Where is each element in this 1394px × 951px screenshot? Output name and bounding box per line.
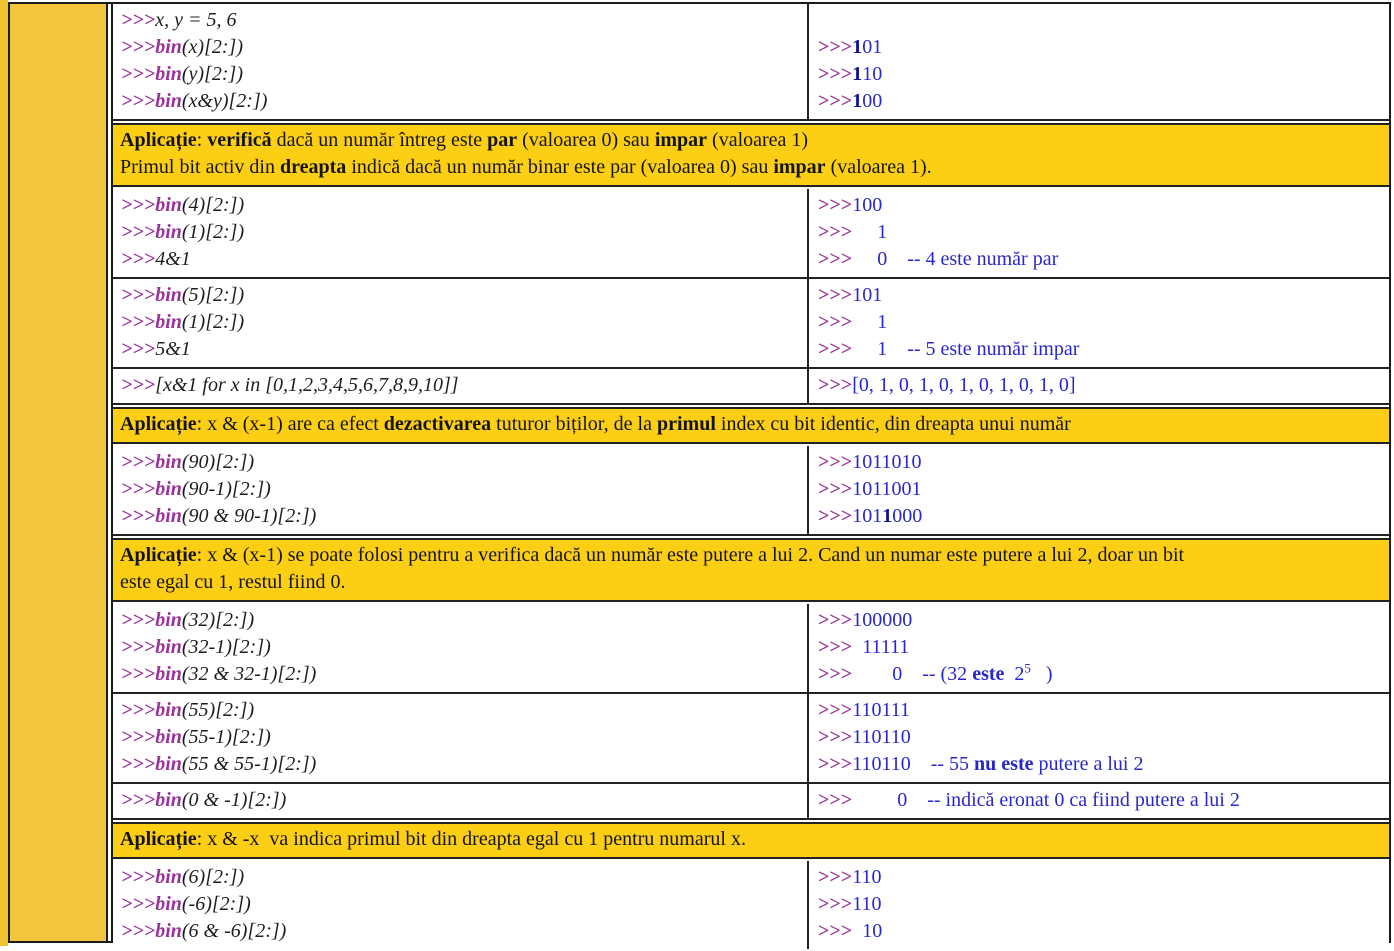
text-segment: 110 xyxy=(852,866,882,888)
prompt-symbol: >>> xyxy=(818,338,853,360)
text-segment: bin xyxy=(155,663,182,685)
code-line xyxy=(121,787,801,814)
text-segment: (55-1)[2:]) xyxy=(181,726,271,748)
code-line xyxy=(121,309,801,336)
output-line xyxy=(818,607,1383,634)
table-main xyxy=(111,4,1389,941)
prompt-symbol: >>> xyxy=(121,284,156,306)
output-line xyxy=(818,724,1383,751)
text-segment: Aplicație xyxy=(120,828,197,850)
text-segment: Aplicație xyxy=(120,129,197,151)
code-cell xyxy=(113,279,807,367)
output-line xyxy=(818,787,1383,814)
prompt-symbol: >>> xyxy=(121,36,156,58)
text-segment: nu este xyxy=(974,753,1034,775)
prompt-symbol: >>> xyxy=(818,90,853,112)
text-segment: (32)[2:]) xyxy=(181,609,255,631)
code-line xyxy=(121,891,801,918)
text-segment: : x & -x va indica primul bit din dreapta egal cu 1 pentru numarul x. xyxy=(196,828,746,850)
output-line xyxy=(818,219,1383,246)
output-line xyxy=(818,751,1383,778)
text-segment: 1 xyxy=(852,311,888,333)
prompt-symbol: >>> xyxy=(818,866,853,888)
prompt-symbol: >>> xyxy=(818,609,853,631)
banner-row xyxy=(113,407,1389,444)
text-segment: (55)[2:]) xyxy=(181,699,255,721)
text-segment: (valoarea 1) xyxy=(707,129,809,151)
text-segment: bin xyxy=(155,893,182,915)
text-segment: x, y = 5, 6 xyxy=(155,9,237,31)
output-line xyxy=(818,449,1383,476)
output-line xyxy=(818,246,1383,273)
text-segment: 110111 xyxy=(852,699,910,721)
prompt-symbol: >>> xyxy=(818,248,853,270)
prompt-symbol: >>> xyxy=(818,505,853,527)
output-line xyxy=(818,864,1383,891)
text-segment: bin xyxy=(155,311,182,333)
text-segment: (32 & 32-1)[2:]) xyxy=(181,663,317,685)
output-line xyxy=(818,891,1383,918)
output-line xyxy=(818,503,1383,530)
text-segment: dezactivarea xyxy=(383,413,492,435)
text-segment: bin xyxy=(155,505,182,527)
text-segment: Aplicație xyxy=(120,544,197,566)
banner-row xyxy=(113,123,1389,187)
prompt-symbol: >>> xyxy=(818,63,853,85)
text-segment: 00 xyxy=(862,90,883,112)
code-cell xyxy=(113,604,807,692)
text-segment: indică dacă un număr binar este par (valoarea 0) sau xyxy=(346,156,774,178)
prompt-symbol: >>> xyxy=(818,374,853,396)
text-segment: (6)[2:]) xyxy=(181,866,245,888)
output-line xyxy=(818,476,1383,503)
output-line xyxy=(818,372,1383,399)
prompt-symbol: >>> xyxy=(818,699,853,721)
text-segment: 1 xyxy=(852,36,863,58)
text-segment: 110110 -- 55 xyxy=(852,753,975,775)
prompt-symbol: >>> xyxy=(121,866,156,888)
text-segment: bin xyxy=(155,478,182,500)
table-row xyxy=(113,784,1389,820)
text-segment: : x & (x-1) se poate folosi pentru a verifica dacă un număr este putere a lui 2. Cand un numar este putere a lui 2, doar un bit xyxy=(196,544,1185,566)
code-line xyxy=(121,449,801,476)
text-segment: (4)[2:]) xyxy=(181,194,245,216)
prompt-symbol: >>> xyxy=(121,338,156,360)
text-segment: (y)[2:]) xyxy=(181,63,243,85)
code-cell xyxy=(113,189,807,277)
text-segment: bin xyxy=(155,699,182,721)
text-segment: bin xyxy=(155,36,182,58)
page-margin-strip xyxy=(0,0,8,946)
prompt-symbol: >>> xyxy=(818,221,853,243)
code-cell xyxy=(113,446,807,534)
text-segment: ) xyxy=(1030,663,1053,685)
table-row xyxy=(113,4,1389,121)
prompt-symbol: >>> xyxy=(818,753,853,775)
text-segment: (90)[2:]) xyxy=(181,451,255,473)
text-segment: primul xyxy=(656,413,716,435)
code-line xyxy=(121,503,801,530)
output-cell xyxy=(807,784,1389,818)
text-segment: 10 xyxy=(852,920,883,942)
text-segment: (55 & 55-1)[2:]) xyxy=(181,753,317,775)
text-segment: par xyxy=(487,129,518,151)
code-cell xyxy=(113,784,807,818)
prompt-symbol: >>> xyxy=(818,920,853,942)
prompt-symbol: >>> xyxy=(121,90,156,112)
prompt-symbol: >>> xyxy=(121,789,156,811)
text-segment: impar xyxy=(654,129,708,151)
table-row xyxy=(113,861,1389,949)
table-row xyxy=(113,189,1389,279)
table-row xyxy=(113,279,1389,369)
text-segment: bin xyxy=(155,63,182,85)
code-line xyxy=(121,751,801,778)
prompt-symbol: >>> xyxy=(818,194,853,216)
code-line xyxy=(121,634,801,661)
text-segment: 110 xyxy=(852,893,882,915)
prompt-symbol: >>> xyxy=(818,636,853,658)
text-segment: bin xyxy=(155,221,182,243)
code-line xyxy=(121,34,801,61)
text-segment: (6 & -6)[2:]) xyxy=(181,920,287,942)
text-segment: este egal cu 1, restul fiind 0. xyxy=(120,571,346,593)
text-segment: bin xyxy=(155,726,182,748)
text-segment: (1)[2:]) xyxy=(181,221,245,243)
prompt-symbol: >>> xyxy=(818,36,853,58)
prompt-symbol: >>> xyxy=(121,920,156,942)
output-line xyxy=(818,192,1383,219)
bitwise-examples-table xyxy=(8,2,1391,943)
prompt-symbol: >>> xyxy=(121,63,156,85)
prompt-symbol: >>> xyxy=(121,893,156,915)
text-segment: 1011001 xyxy=(852,478,922,500)
code-line xyxy=(121,697,801,724)
prompt-symbol: >>> xyxy=(121,311,156,333)
code-cell xyxy=(113,4,807,119)
prompt-symbol: >>> xyxy=(818,789,853,811)
text-segment: 10 xyxy=(862,63,883,85)
text-segment: 1 xyxy=(852,90,863,112)
code-line xyxy=(121,282,801,309)
code-line xyxy=(121,724,801,751)
banner-line xyxy=(120,154,1381,181)
prompt-symbol: >>> xyxy=(818,311,853,333)
prompt-symbol: >>> xyxy=(818,663,853,685)
sidebar-cell xyxy=(10,4,108,941)
output-line xyxy=(818,336,1383,363)
text-segment: [0, 1, 0, 1, 0, 1, 0, 1, 0, 1, 0] xyxy=(852,374,1076,396)
prompt-symbol: >>> xyxy=(818,893,853,915)
text-segment: bin xyxy=(155,609,182,631)
text-segment: 4&1 xyxy=(155,248,191,270)
text-segment: (valoarea 1). xyxy=(825,156,932,178)
code-line xyxy=(121,661,801,688)
prompt-symbol: >>> xyxy=(818,726,853,748)
text-segment: bin xyxy=(155,753,182,775)
text-segment: (1)[2:]) xyxy=(181,311,245,333)
text-segment: 1 xyxy=(852,221,888,243)
output-line xyxy=(818,7,1383,34)
prompt-symbol: >>> xyxy=(121,726,156,748)
banner-line xyxy=(120,569,1381,596)
prompt-symbol: >>> xyxy=(121,451,156,473)
text-segment: tuturor biților, de la xyxy=(491,413,657,435)
text-segment: 100 xyxy=(852,194,883,216)
banner-line xyxy=(120,826,1381,853)
code-cell xyxy=(113,694,807,782)
output-cell xyxy=(807,861,1389,949)
output-cell xyxy=(807,369,1389,403)
prompt-symbol: >>> xyxy=(121,248,156,270)
text-segment: 110110 xyxy=(852,726,911,748)
prompt-symbol: >>> xyxy=(121,374,156,396)
banner-row xyxy=(113,822,1389,859)
prompt-symbol: >>> xyxy=(121,699,156,721)
text-segment: (x&y)[2:]) xyxy=(181,90,268,112)
text-segment: bin xyxy=(155,920,182,942)
output-cell xyxy=(807,694,1389,782)
text-segment: bin xyxy=(155,636,182,658)
text-segment: bin xyxy=(155,284,182,306)
code-line xyxy=(121,607,801,634)
output-cell xyxy=(807,446,1389,534)
prompt-symbol: >>> xyxy=(121,753,156,775)
code-line xyxy=(121,246,801,273)
output-line xyxy=(818,61,1383,88)
prompt-symbol: >>> xyxy=(818,451,853,473)
prompt-symbol: >>> xyxy=(121,194,156,216)
text-segment: : xyxy=(196,129,208,151)
output-cell xyxy=(807,279,1389,367)
banner-line xyxy=(120,127,1381,154)
output-line xyxy=(818,282,1383,309)
text-segment: verifică xyxy=(207,129,272,151)
text-segment: (-6)[2:]) xyxy=(181,893,251,915)
banner-line xyxy=(120,542,1381,569)
text-segment: : x & (x-1) are ca efect xyxy=(196,413,384,435)
table-row xyxy=(113,446,1389,536)
prompt-symbol: >>> xyxy=(121,505,156,527)
banner-row xyxy=(113,538,1389,602)
text-segment: 100000 xyxy=(852,609,913,631)
output-line xyxy=(818,918,1383,945)
code-cell xyxy=(113,369,807,403)
text-segment: bin xyxy=(155,194,182,216)
text-segment: bin xyxy=(155,451,182,473)
output-line xyxy=(818,309,1383,336)
text-segment: 000 xyxy=(892,505,923,527)
text-segment: Primul bit activ din xyxy=(120,156,280,178)
code-line xyxy=(121,219,801,246)
text-segment: bin xyxy=(155,866,182,888)
code-line xyxy=(121,336,801,363)
output-line xyxy=(818,34,1383,61)
prompt-symbol: >>> xyxy=(818,478,853,500)
text-segment: 11111 xyxy=(852,636,910,658)
output-line xyxy=(818,697,1383,724)
text-segment: (0 & -1)[2:]) xyxy=(181,789,287,811)
output-line xyxy=(818,661,1383,688)
code-line xyxy=(121,61,801,88)
text-segment: 5&1 xyxy=(155,338,191,360)
output-cell xyxy=(807,604,1389,692)
text-segment: (90-1)[2:]) xyxy=(181,478,271,500)
prompt-symbol: >>> xyxy=(121,663,156,685)
prompt-symbol: >>> xyxy=(121,478,156,500)
output-cell xyxy=(807,189,1389,277)
text-segment: impar xyxy=(773,156,826,178)
text-segment: 2 xyxy=(1004,663,1025,685)
code-line xyxy=(121,864,801,891)
code-cell xyxy=(113,861,807,949)
code-line xyxy=(121,918,801,945)
text-segment: 1 -- 5 este număr impar xyxy=(852,338,1080,360)
text-segment: 0 -- indică eronat 0 ca fiind putere a lui 2 xyxy=(852,789,1240,811)
text-segment: 01 xyxy=(862,36,883,58)
text-segment: 101 xyxy=(852,505,883,527)
output-line xyxy=(818,88,1383,115)
table-row xyxy=(113,369,1389,405)
output-cell xyxy=(807,4,1389,119)
text-segment: 101 xyxy=(852,284,883,306)
output-line xyxy=(818,634,1383,661)
text-segment: 1 xyxy=(882,505,893,527)
text-segment: (32-1)[2:]) xyxy=(181,636,271,658)
text-segment: Aplicație xyxy=(120,413,197,435)
text-segment: bin xyxy=(155,90,182,112)
text-segment: index cu bit identic, din dreapta unui număr xyxy=(715,413,1071,435)
text-segment: (5)[2:]) xyxy=(181,284,245,306)
text-segment: dreapta xyxy=(280,156,347,178)
text-segment: 0 -- (32 xyxy=(852,663,973,685)
text-segment: (90 & 90-1)[2:]) xyxy=(181,505,317,527)
prompt-symbol: >>> xyxy=(121,9,156,31)
code-line xyxy=(121,476,801,503)
prompt-symbol: >>> xyxy=(121,636,156,658)
text-segment: 0 -- 4 este număr par xyxy=(852,248,1059,270)
prompt-symbol: >>> xyxy=(818,284,853,306)
text-segment: [x&1 for x in [0,1,2,3,4,5,6,7,8,9,10]] xyxy=(155,374,459,396)
prompt-symbol: >>> xyxy=(121,609,156,631)
banner-line xyxy=(120,411,1381,438)
text-segment: 1 xyxy=(852,63,863,85)
text-segment: putere a lui 2 xyxy=(1033,753,1144,775)
text-segment: (valoarea 0) sau xyxy=(517,129,655,151)
table-row xyxy=(113,694,1389,784)
text-segment: (x)[2:]) xyxy=(181,36,243,58)
text-segment: 5 xyxy=(1024,660,1031,676)
text-segment: 1011010 xyxy=(852,451,922,473)
table-row xyxy=(113,604,1389,694)
text-segment: dacă un număr întreg este xyxy=(271,129,488,151)
code-line xyxy=(121,88,801,115)
code-line xyxy=(121,7,801,34)
code-line xyxy=(121,192,801,219)
prompt-symbol: >>> xyxy=(121,221,156,243)
code-line xyxy=(121,372,801,399)
text-segment: este xyxy=(972,663,1005,685)
text-segment: bin xyxy=(155,789,182,811)
